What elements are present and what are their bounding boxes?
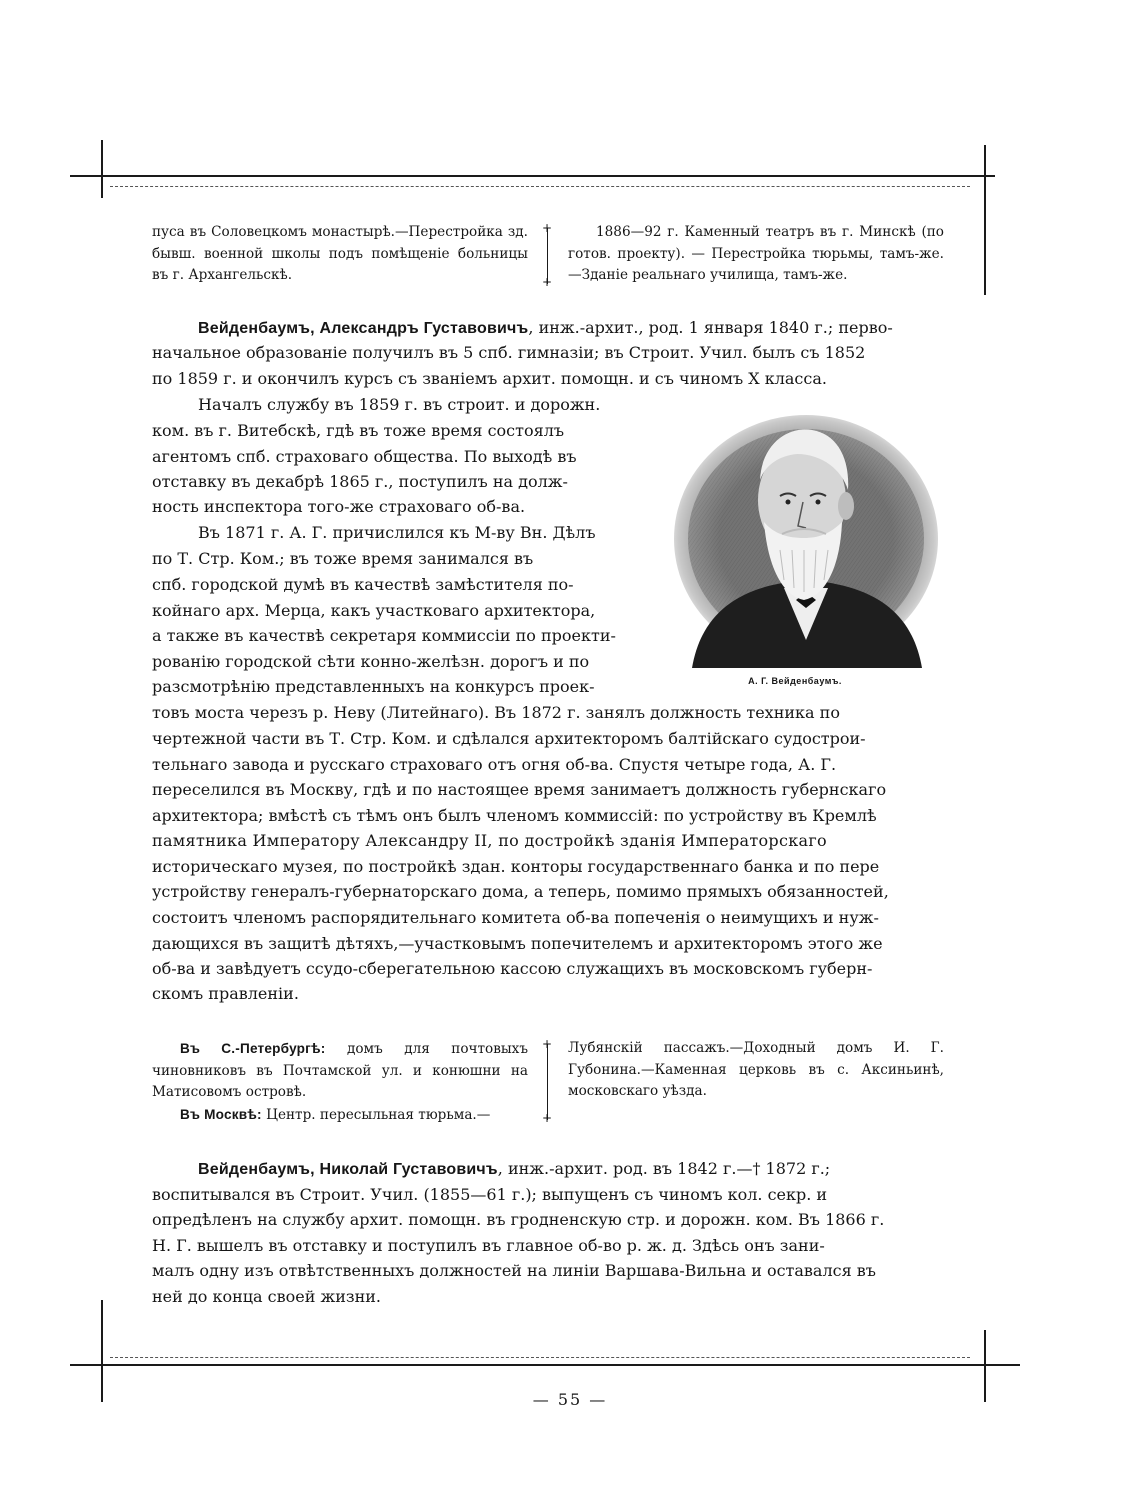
portrait-caption: А. Г. Вейденбаумъ. <box>748 676 842 686</box>
bio2-line-5: малъ одну изъ отвѣтственныхъ должностей на линіи Варшава-Вильна и оставался въ <box>152 1261 876 1280</box>
works-left-column <box>152 1038 528 1126</box>
bio1-line-2: начальное образованіе получилъ въ 5 спб. гимназіи; въ Строит. Учил. былъ съ 1852 <box>152 343 866 362</box>
frame-top-dashed <box>110 186 970 187</box>
bio1-line-7: отставку въ декабрѣ 1865 г., поступилъ на долж- <box>152 472 568 491</box>
bio1-line-10: по Т. Стр. Ком.; въ тоже время занимался въ <box>152 549 534 568</box>
bio2-line-4: Н. Г. вышелъ въ отставку и поступилъ въ главное об-во р. ж. д. Здѣсь онъ зани- <box>152 1236 825 1255</box>
bio1-line-17: чертежной части въ Т. Стр. Ком. и сдѣлался архитекторомъ балтійскаго судострои- <box>152 729 866 748</box>
bio1-line-11: спб. городской думѣ въ качествѣ замѣстителя по- <box>152 575 574 594</box>
works-column-separator <box>547 1044 548 1120</box>
bio1-line-22: историческаго музея, по постройкѣ здан. конторы государственнаго банка и по пере <box>152 857 880 876</box>
bio1-line-12: койнаго арх. Мерца, какъ участковаго архитектора, <box>152 601 596 620</box>
bio1-line-16: товъ моста черезъ р. Неву (Литейнаго). Въ 1872 г. занялъ должность техника по <box>152 703 840 722</box>
bio1-line-15: разсмотрѣнію представленныхъ на конкурсъ проек- <box>152 677 595 696</box>
bio1-line-14: рованію городской сѣти конно-желѣзн. дорогъ и по <box>152 652 590 671</box>
bio1-line-23: устройству генералъ-губернаторскаго дома, а теперь, помимо прямыхъ обязанностей, <box>152 882 889 901</box>
bio1-line-21: памятника Императору Александру II, по достройкѣ зданія Императорскаго <box>152 831 827 850</box>
works-moscow <box>152 1104 528 1127</box>
bio1-line-27: скомъ правленіи. <box>152 984 299 1003</box>
frame-left-bottom-vertical <box>101 1300 103 1402</box>
bio1-line-25: дающихся въ защитѣ дѣтяхъ,—участковымъ попечителемъ и архитекторомъ этого же <box>152 934 883 953</box>
bio1-line-20: архитектора; вмѣстѣ съ тѣмъ онъ былъ членомъ коммиссій: по устройству въ Кремлѣ <box>152 806 877 825</box>
page-number: — 55 — <box>532 1390 608 1409</box>
frame-left-top-vertical <box>101 140 103 198</box>
works-moscow-text: Центр. пересыльная тюрьма.— <box>261 1106 491 1123</box>
works-spb <box>152 1038 528 1104</box>
bio1-name: Вейденбаумъ, Александръ Густавовичъ <box>198 320 529 337</box>
frame-bottom-dashed <box>110 1357 970 1358</box>
top-separator-mark-bottom: + <box>542 275 553 289</box>
bio1-line-24: состоитъ членомъ распорядительнаго комитета об-ва попеченія о неимущихъ и нуж- <box>152 908 879 927</box>
works-separator-mark-top: + <box>542 1037 553 1051</box>
bio1-line-9: Въ 1871 г. А. Г. причислился къ М-ву Вн. Дѣлъ <box>198 523 596 542</box>
works-spb-text: домъ для почтовыхъ чиновниковъ въ Почтамской ул. и конюшни на Матисовомъ островѣ. <box>152 1041 529 1100</box>
works-moscow-label: Въ Москвѣ: <box>180 1106 262 1122</box>
bio2-line-1: Вейденбаумъ, Николай Густавовичъ, инж.-архит. род. въ 1842 г.—† 1872 г.; <box>198 1159 831 1178</box>
bio2-name: Вейденбаумъ, Николай Густавовичъ <box>198 1161 498 1178</box>
bio1-line-5: ком. въ г. Витебскѣ, гдѣ въ тоже время состоялъ <box>152 421 565 440</box>
portrait-photo <box>672 410 940 668</box>
works-separator-mark-bottom: + <box>542 1111 553 1125</box>
bio1-line-1: Вейденбаумъ, Александръ Густавовичъ, инж.-архит., род. 1 января 1840 г.; перво- <box>198 318 893 337</box>
bio1-line-19: переселился въ Москву, гдѣ и по настоящее время занимаетъ должность губернскаго <box>152 780 887 799</box>
works-spb-label: Въ С.-Петербургѣ: <box>180 1041 326 1056</box>
bio1-line-18: тельнаго завода и русскаго страховаго отъ огня об-ва. Спустя четыре года, А. Г. <box>152 755 837 774</box>
frame-bottom-horizontal <box>70 1364 1020 1366</box>
bio1-line-4: Началъ службу въ 1859 г. въ строит. и дорожн. <box>198 395 601 414</box>
works-right-column: Лубянскій пассажъ.—Доходный домъ И. Г. Губонина.—Каменная церковь въ с. Аксиньинѣ, московскаго уѣзда. <box>568 1040 944 1099</box>
top-separator-mark-top: + <box>542 221 553 235</box>
bio1-line-26: об-ва и завѣдуетъ ссудо-сберегательною кассою служащихъ въ московскомъ губерн- <box>152 959 873 978</box>
bio2-line-6: ней до конца своей жизни. <box>152 1287 382 1306</box>
bio1-line-3: по 1859 г. и окончилъ курсъ съ званіемъ архит. помощн. и съ чиномъ X класса. <box>152 369 827 388</box>
bio2-line-3: опредѣленъ на службу архит. помощн. въ гродненскую стр. и дорожн. ком. Въ 1866 г. <box>152 1210 885 1229</box>
bio1-line-13: а также въ качествѣ секретаря коммиссіи по проекти- <box>152 626 616 645</box>
top-left-column: пуса въ Соловецкомъ монастырѣ.—Перестройка зд. бывш. военной школы подъ помѣщеніе больницы въ г. Архангельскѣ. <box>152 224 528 283</box>
bio2-line-2: воспитывался въ Строит. Учил. (1855—61 г.); выпущенъ съ чиномъ кол. секр. и <box>152 1185 828 1204</box>
bio1-line-8: ность инспектора того-же страховаго об-ва. <box>152 497 526 516</box>
top-right-column: 1886—92 г. Каменный театръ въ г. Минскѣ (по готов. проекту). — Перестройка тюрьмы, тамъ-же.—Зданіе реальнаго училища, тамъ-же. <box>568 224 944 283</box>
frame-right-top-vertical <box>984 145 986 295</box>
bio1-line-6: агентомъ спб. страховаго общества. По выходѣ въ <box>152 447 577 466</box>
frame-top-horizontal <box>70 175 995 177</box>
